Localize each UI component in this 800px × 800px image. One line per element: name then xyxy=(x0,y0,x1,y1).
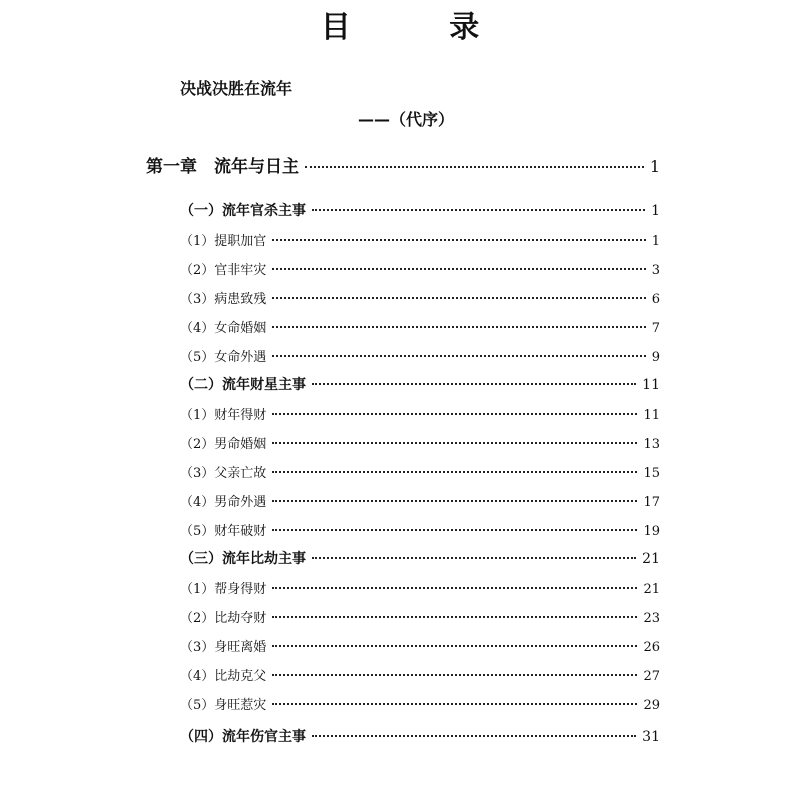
toc-item-label: （1）提职加官 xyxy=(180,234,267,249)
toc-item-entry[interactable] xyxy=(180,491,660,510)
toc-item-page: 6 xyxy=(651,292,660,307)
toc-leader-dots xyxy=(272,441,637,444)
toc-item-label: （2）男命婚姻 xyxy=(180,437,267,452)
toc-item-entry[interactable] xyxy=(180,346,660,365)
preface-title: 决战决胜在流年 xyxy=(180,79,293,98)
toc-leader-dots xyxy=(272,470,637,473)
toc-item-entry[interactable] xyxy=(180,462,660,481)
preface-subtitle: ——（代序） xyxy=(358,110,455,129)
toc-item-label: （3）病患致残 xyxy=(180,292,267,307)
toc-item-entry[interactable] xyxy=(180,317,660,336)
toc-item-label: （3）身旺离婚 xyxy=(180,640,267,655)
toc-section-label: （四）流年伤官主事 xyxy=(180,729,306,745)
toc-item-label: （2）官非牢灾 xyxy=(180,263,267,278)
toc-section-entry[interactable] xyxy=(180,726,660,746)
toc-item-page: 15 xyxy=(643,466,660,481)
toc-leader-dots xyxy=(312,382,636,385)
toc-leader-dots xyxy=(272,702,637,705)
toc-item-label: （1）财年得财 xyxy=(180,408,267,423)
toc-leader-dots xyxy=(312,734,636,737)
toc-item-entry[interactable] xyxy=(180,433,660,452)
toc-item-entry[interactable] xyxy=(180,404,660,423)
toc-section-label: （三）流年比劫主事 xyxy=(180,551,306,567)
toc-item-page: 17 xyxy=(643,495,660,510)
toc-section-entry[interactable] xyxy=(180,548,660,568)
toc-item-page: 26 xyxy=(643,640,660,655)
toc-leader-dots xyxy=(272,528,637,531)
toc-item-label: （4）男命外遇 xyxy=(180,495,267,510)
toc-item-page: 9 xyxy=(651,350,660,365)
toc-leader-dots xyxy=(272,615,637,618)
toc-leader-dots xyxy=(272,267,645,270)
toc-item-label: （1）帮身得财 xyxy=(180,582,267,597)
toc-item-entry[interactable] xyxy=(180,578,660,597)
toc-item-page: 3 xyxy=(651,263,660,278)
toc-item-page: 7 xyxy=(651,321,660,336)
toc-item-page: 21 xyxy=(643,582,660,597)
toc-item-page: 27 xyxy=(643,669,660,684)
toc-section-page: 1 xyxy=(651,203,660,219)
toc-item-page: 11 xyxy=(643,408,660,423)
toc-section-entry[interactable] xyxy=(180,200,660,220)
toc-section-page: 31 xyxy=(642,729,660,745)
toc-section-page: 11 xyxy=(642,377,660,393)
toc-leader-dots xyxy=(272,412,637,415)
toc-leader-dots xyxy=(272,325,645,328)
toc-leader-dots xyxy=(312,208,645,211)
toc-chapter-page: 1 xyxy=(649,157,660,176)
toc-item-page: 19 xyxy=(643,524,660,539)
toc-section-label: （二）流年财星主事 xyxy=(180,377,306,393)
toc-item-label: （3）父亲亡故 xyxy=(180,466,267,481)
toc-leader-dots xyxy=(272,499,637,502)
toc-section-page: 21 xyxy=(642,551,660,567)
toc-item-page: 1 xyxy=(651,234,660,249)
toc-section-label: （一）流年官杀主事 xyxy=(180,203,306,219)
toc-item-label: （5）身旺惹灾 xyxy=(180,698,267,713)
toc-item-label: （5）财年破财 xyxy=(180,524,267,539)
toc-item-entry[interactable] xyxy=(180,230,660,249)
toc-item-label: （4）比劫克父 xyxy=(180,669,267,684)
toc-item-entry[interactable] xyxy=(180,636,660,655)
toc-item-label: （2）比劫夺财 xyxy=(180,611,267,626)
toc-leader-dots xyxy=(272,296,645,299)
toc-item-entry[interactable] xyxy=(180,665,660,684)
toc-chapter-label: 第一章 流年与日主 xyxy=(146,157,299,177)
toc-item-entry[interactable] xyxy=(180,694,660,713)
toc-item-entry[interactable] xyxy=(180,520,660,539)
toc-leader-dots xyxy=(272,673,637,676)
toc-leader-dots xyxy=(272,354,645,357)
toc-item-page: 13 xyxy=(643,437,660,452)
toc-section-entry[interactable] xyxy=(180,374,660,394)
toc-item-entry[interactable] xyxy=(180,288,660,307)
toc-item-page: 29 xyxy=(643,698,660,713)
toc-leader-dots xyxy=(272,238,645,241)
toc-item-entry[interactable] xyxy=(180,607,660,626)
toc-item-label: （5）女命外遇 xyxy=(180,350,267,365)
toc-leader-dots xyxy=(305,165,644,168)
toc-item-label: （4）女命婚姻 xyxy=(180,321,267,336)
page-title: 目 录 xyxy=(320,10,524,45)
toc-leader-dots xyxy=(272,586,637,589)
toc-chapter-entry[interactable] xyxy=(146,152,660,177)
toc-leader-dots xyxy=(272,644,637,647)
toc-leader-dots xyxy=(312,556,636,559)
toc-item-entry[interactable] xyxy=(180,259,660,278)
toc-item-page: 23 xyxy=(643,611,660,626)
